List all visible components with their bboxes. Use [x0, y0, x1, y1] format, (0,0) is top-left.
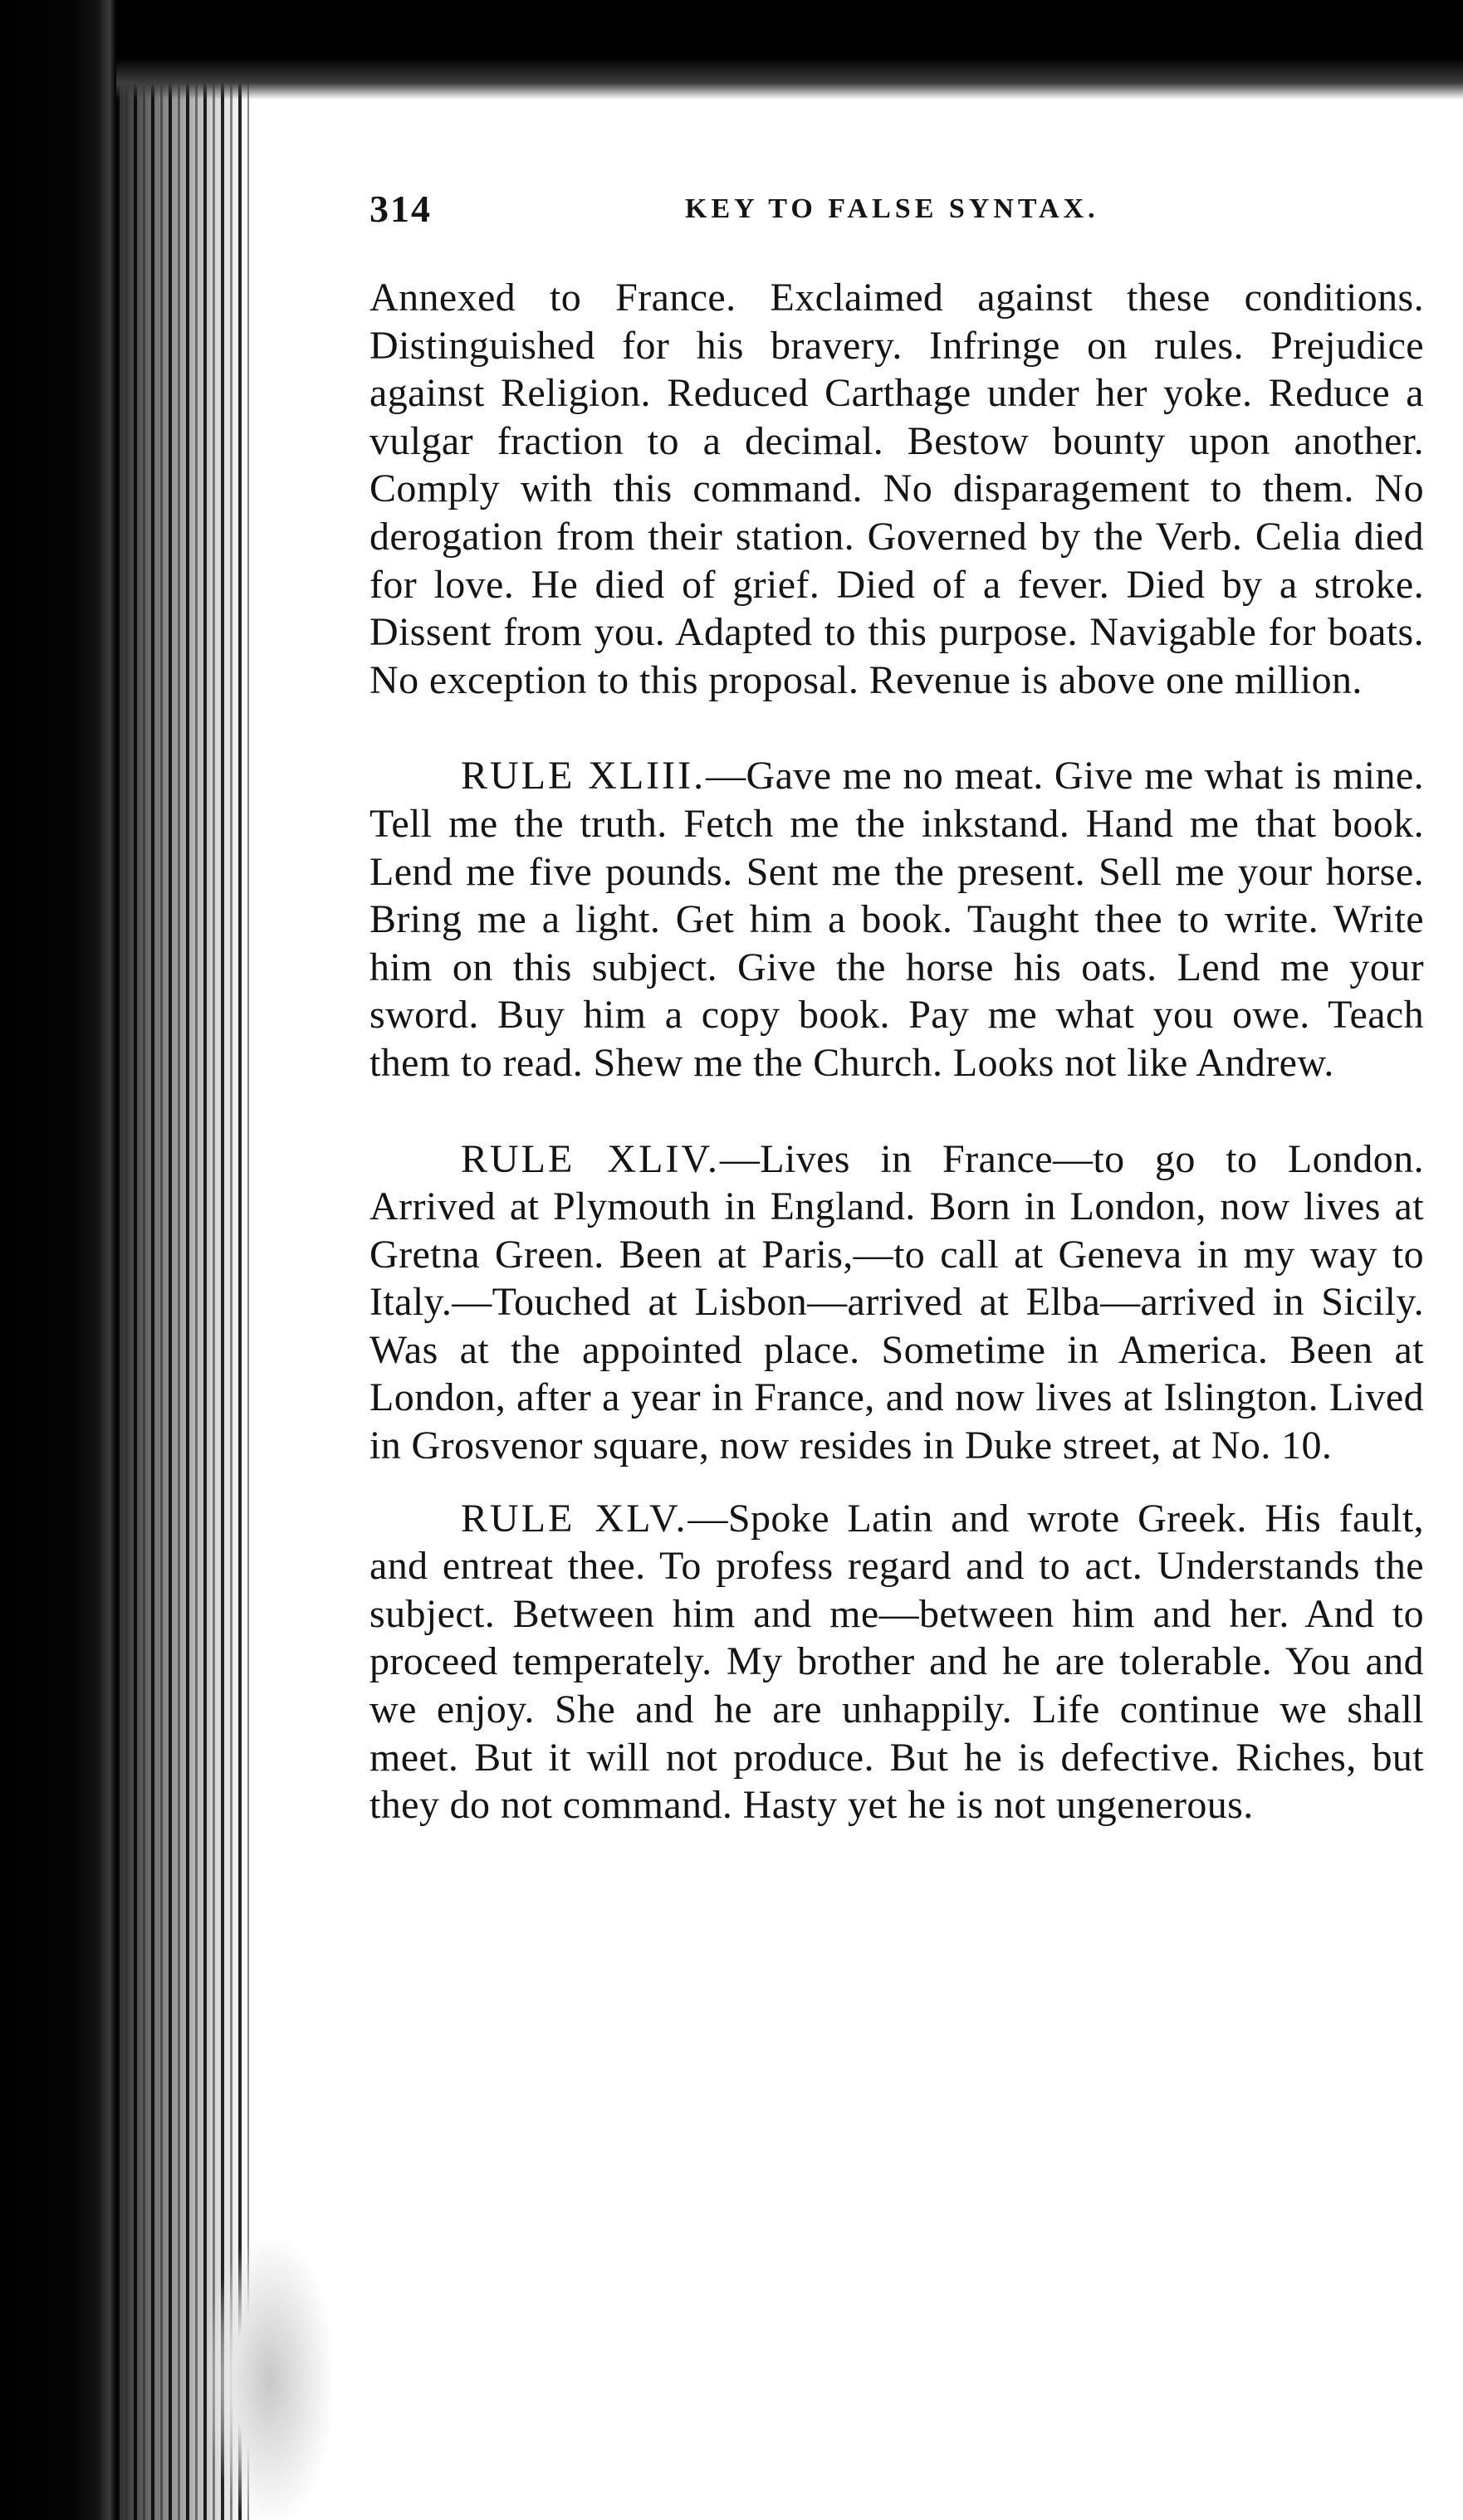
paragraph-text: Annexed to France. Exclaimed against these conditions. Distinguished for his bravery. Infringe on rules. Prejudice against Religion. Reduced Carthage under her yoke. Reduce a vulgar fraction to a decimal. Bestow bounty upon another. Comply with this command. No disparagement to them. No derogation from their station. Governed by the Verb. Celia died for love. He died of grief. Died of a fever. Died by a stroke. Dissent from you. Adapted to this purpose. Navigable for boats. No exception to this proposal. Revenue is above one million. [369, 276, 1424, 702]
rule-label: RULE XLIII. [461, 754, 707, 798]
running-head [369, 187, 1432, 237]
paragraph-text: —Gave me no meat. Give me what is mine. Tell me the truth. Fetch me the inkstand. Hand me that book. Lend me five pounds. Sent me the present. Sell me your horse. Bring me a light. Get him a book. Taught thee to write. Write him on this subject. Give the horse his oats. Lend me your sword. Buy him a copy book. Pay me what you owe. Teach them to read. Shew me the Church. Looks not like Andrew. [369, 754, 1424, 1085]
paragraph-rule-xlv [369, 1495, 1424, 1829]
page-body [369, 274, 1424, 1829]
rule-label: RULE XLV. [461, 1496, 688, 1541]
paragraph-text: —Lives in France—to go to London. Arrived at Plymouth in England. Born in London, now lives at Gretna Green. Been at Paris,—to call at Geneva in my way to Italy.—Touched at Lisbon—arrived at Elba—arrived in Sicily. Was at the appointed place. Sometime in America. Been at London, after a year in France, and now lives at Islington. Lived in Grosvenor square, now resides in Duke street, at No. 10. [369, 1136, 1424, 1468]
paragraph-text: —Spoke Latin and wrote Greek. His fault, and entreat thee. To profess regard and to act. Understands the subject. Between him and me—between him and her. And to proceed temperately. My brother and he are tolerable. You and we enjoy. She and he are unhappily. Life continue we shall meet. But it will not produce. But he is defective. Riches, but they do not command. Hasty yet he is not ungenerous. [369, 1496, 1424, 1828]
running-head-title: KEY TO FALSE SYNTAX. [685, 193, 1099, 224]
paragraph-rule-xlii-continued [369, 274, 1424, 704]
rule-label: RULE XLIV. [461, 1136, 720, 1181]
paragraph-rule-xliii [369, 752, 1424, 1087]
page-number: 314 [369, 188, 432, 230]
paragraph-rule-xliv [369, 1135, 1424, 1470]
